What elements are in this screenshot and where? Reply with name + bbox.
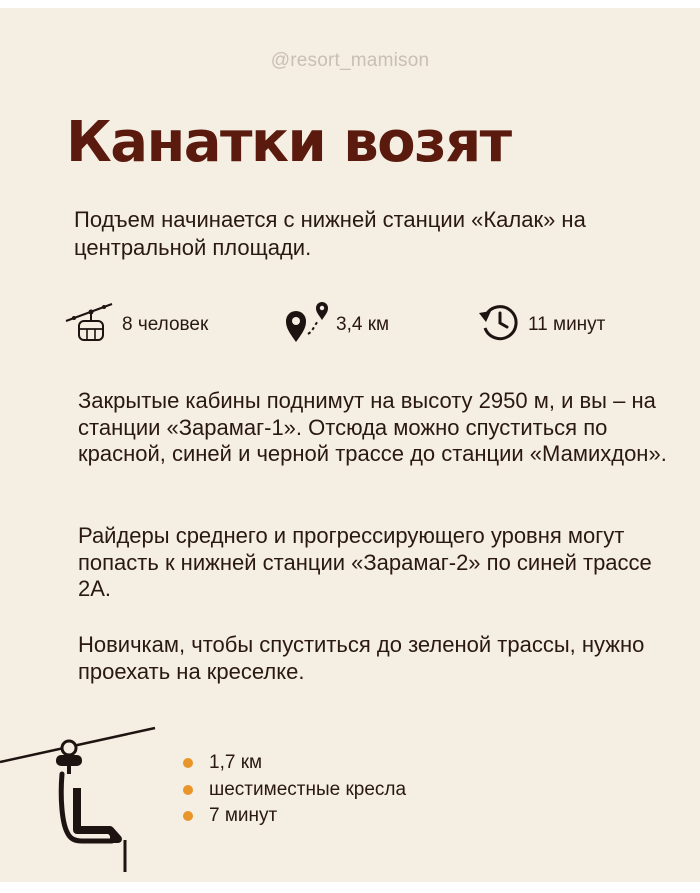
chairlift-facts — [183, 750, 406, 830]
page-title: Канатки возят — [66, 110, 511, 175]
stat-people-label: 8 человек — [122, 314, 209, 335]
chairlift-distance: 1,7 км — [209, 752, 263, 773]
cable-car-icon — [64, 301, 116, 349]
account-handle: @resort_mamison — [270, 50, 430, 71]
chairlift-time: 7 минут — [209, 805, 278, 826]
stat-time-label: 11 минут — [528, 314, 606, 335]
post-card — [0, 8, 700, 882]
bullet-dot — [183, 811, 193, 821]
route-pin-icon — [284, 300, 330, 350]
chairlift-seats: шестиместные кресла — [209, 778, 407, 800]
stat-distance-label: 3,4 км — [336, 314, 390, 335]
stat-distance — [284, 304, 389, 346]
list-item — [183, 803, 406, 830]
chairlift-icon — [0, 714, 160, 879]
list-item — [183, 750, 406, 777]
stat-people — [64, 304, 208, 346]
paragraph-riders: Райдеры среднего и прогрессирующего уровня могут попасть к нижней станции «Зарамаг-2» по синей трассе 2А. — [78, 523, 652, 601]
clock-refresh-icon — [478, 301, 522, 349]
bullet-dot — [183, 758, 193, 768]
paragraph-beginners: Новичкам, чтобы спуститься до зеленой трассы, нужно проехать на креселке. — [78, 632, 645, 684]
intro-text: Подъем начинается с нижней станции «Калак» на центральной площади. — [74, 207, 586, 260]
bullet-dot — [183, 785, 193, 795]
paragraph-cabins: Закрытые кабины поднимут на высоту 2950 м, и вы – на станции «Зарамаг-1». Отсюда можно спуститься по красной, синей и черной трассе до станции «Мамихдон». — [78, 388, 667, 466]
stat-time — [478, 304, 605, 346]
list-item — [183, 777, 406, 804]
